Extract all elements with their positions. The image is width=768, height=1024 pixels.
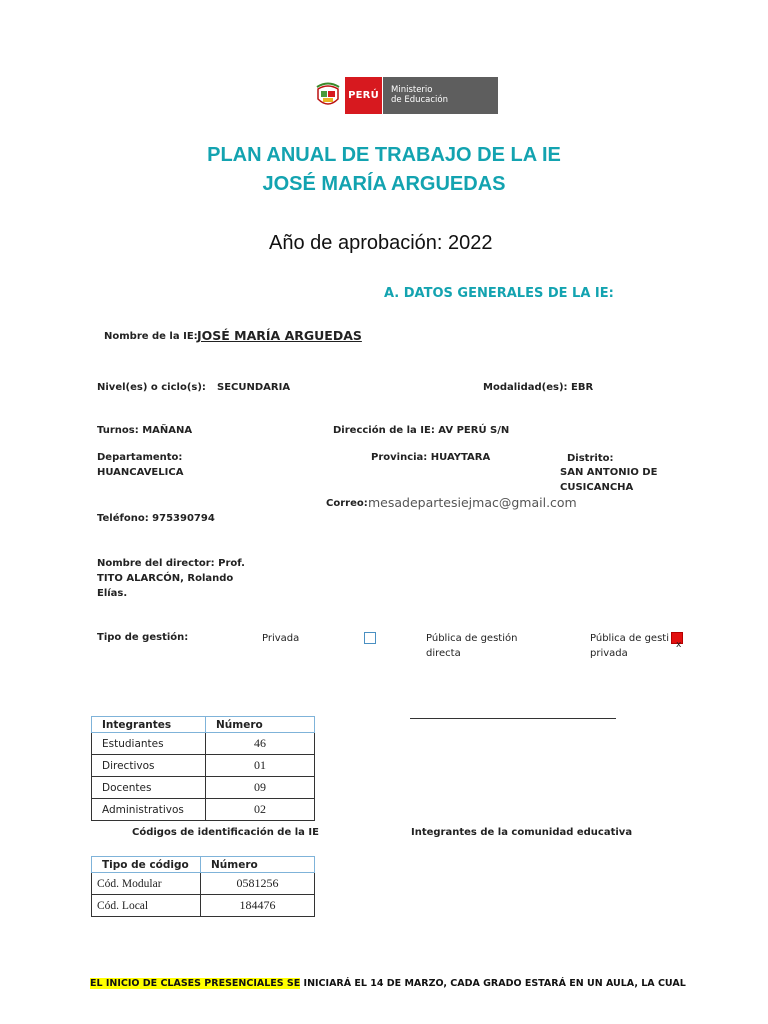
table-header: Tipo de código	[92, 857, 201, 873]
divider-line	[410, 718, 616, 719]
modalidad: Modalidad(es): EBR	[483, 382, 594, 393]
director-line2: TITO ALARCÓN, Rolando	[97, 573, 234, 584]
table-header: Integrantes	[92, 717, 206, 733]
correo-label: Correo:	[326, 498, 368, 509]
table-row	[92, 755, 315, 777]
section-heading: A. DATOS GENERALES DE LA IE:	[384, 286, 614, 301]
gestion-privada-checkbox[interactable]	[364, 632, 376, 644]
direccion: Dirección de la IE: AV PERÚ S/N	[333, 425, 510, 436]
table-cell: Cód. Modular	[92, 873, 201, 895]
gestion-publica-privada-line1: Pública de gesti	[590, 633, 669, 644]
caption-integrantes: Integrantes de la comunidad educativa	[411, 827, 633, 838]
table-row	[92, 777, 315, 799]
gestion-privada-label: Privada	[262, 633, 300, 644]
turnos: Turnos: MAÑANA	[97, 425, 193, 436]
approval-year: Año de aprobación: 2022	[269, 232, 493, 254]
notice-highlight: EL INICIO DE CLASES PRESENCIALES SE	[90, 978, 301, 989]
gestion-publica-privada-line2: privada	[590, 648, 628, 659]
document-title-line1: PLAN ANUAL DE TRABAJO DE LA IE	[207, 144, 561, 166]
table-cell: 46	[206, 733, 315, 755]
document-title-line2: JOSÉ MARÍA ARGUEDAS	[262, 173, 506, 195]
table-row	[92, 873, 315, 895]
table-cell: Directivos	[92, 755, 206, 777]
table-row	[92, 733, 315, 755]
table-cell: 184476	[201, 895, 315, 917]
gestion-label: Tipo de gestión:	[97, 632, 189, 643]
telefono: Teléfono: 975390794	[97, 513, 215, 524]
distrito-value-line2: CUSICANCHA	[560, 482, 634, 493]
ie-name-value: JOSÉ MARÍA ARGUEDAS	[197, 328, 362, 343]
director-line3: Elías.	[97, 588, 128, 599]
table-cell: Administrativos	[92, 799, 206, 821]
table-cell: 09	[206, 777, 315, 799]
table-cell: 02	[206, 799, 315, 821]
ministry-logo	[311, 77, 498, 114]
caption-codigos: Códigos de identificación de la IE	[132, 827, 319, 838]
table-cell: Estudiantes	[92, 733, 206, 755]
gestion-publica-directa-line1: Pública de gestión	[426, 633, 518, 644]
codigos-table	[91, 856, 315, 917]
departamento-value: HUANCAVELICA	[97, 467, 184, 478]
table-header: Número	[206, 717, 315, 733]
coat-of-arms-icon	[311, 77, 345, 114]
gestion-publica-directa-line2: directa	[426, 648, 461, 659]
provincia: Provincia: HUAYTARA	[371, 452, 491, 463]
ministry-name: Ministerio de Educación	[382, 77, 498, 114]
checked-mark: x	[676, 640, 682, 650]
table-row	[92, 799, 315, 821]
notice-rest: INICIARÁ EL 14 DE MARZO, CADA GRADO ESTARÁ EN UN AULA, LA CUAL	[300, 978, 686, 989]
distrito-label: Distrito:	[567, 453, 614, 464]
director-line1: Nombre del director: Prof.	[97, 558, 245, 569]
distrito-value-line1: SAN ANTONIO DE	[560, 467, 658, 478]
table-cell: 01	[206, 755, 315, 777]
departamento-label: Departamento:	[97, 452, 183, 463]
ie-name-label: Nombre de la IE:	[104, 331, 198, 342]
table-cell: 0581256	[201, 873, 315, 895]
table-cell: Cód. Local	[92, 895, 201, 917]
correo-value: mesadepartesiejmac@gmail.com	[368, 495, 577, 510]
peru-brand-label: PERÚ	[345, 77, 382, 114]
nivel-value: SECUNDARIA	[217, 382, 291, 393]
table-header: Número	[201, 857, 315, 873]
table-row	[92, 895, 315, 917]
integrantes-table	[91, 716, 315, 821]
notice-text	[90, 978, 686, 989]
table-cell: Docentes	[92, 777, 206, 799]
nivel-label: Nivel(es) o ciclo(s):	[97, 382, 206, 393]
